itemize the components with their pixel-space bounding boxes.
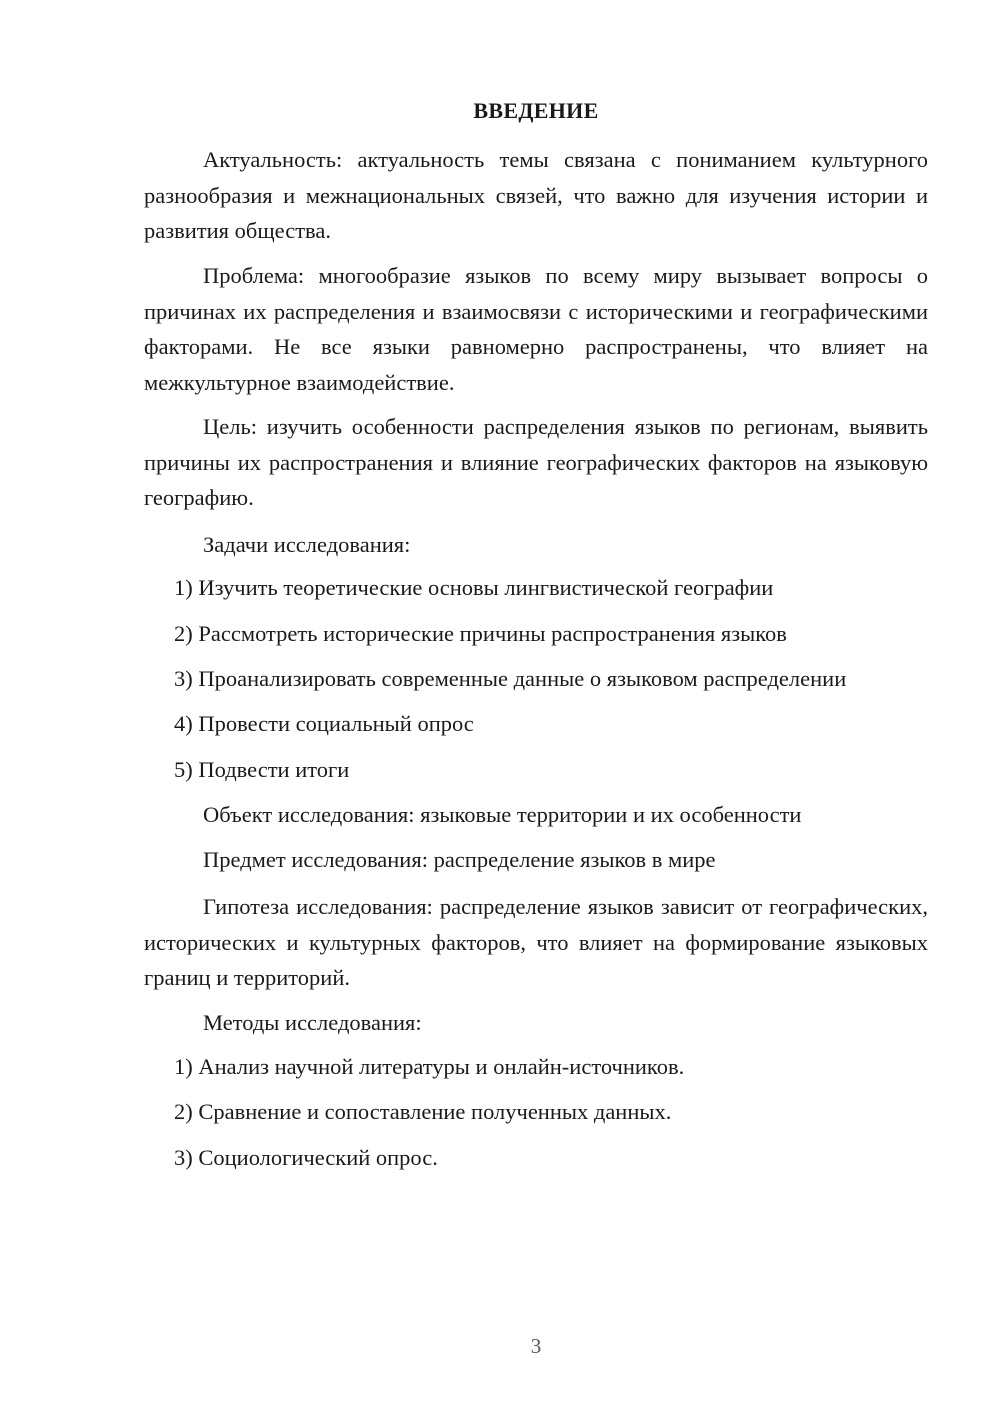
task-item: 5) Подвести итоги <box>174 757 350 782</box>
page-title: ВВЕДЕНИЕ <box>473 98 599 123</box>
problem-paragraph: Проблема: многообразие языков по всему миру вызывает вопросы о причинах их распределения и взаимосвязи с историческими и географическими факторами. Не все языки равномерно распространены, что влияет на межкультурное взаимодействие. <box>144 263 928 395</box>
method-item: 1) Анализ научной литературы и онлайн-источников. <box>174 1054 685 1079</box>
goal-paragraph: Цель: изучить особенности распределения языков по регионам, выявить причины их распространения и влияние географических факторов на языковую географию. <box>144 414 928 510</box>
task-item: 1) Изучить теоретические основы лингвистической географии <box>174 575 774 600</box>
task-item: 2) Рассмотреть исторические причины распространения языков <box>174 621 787 646</box>
document-page <box>144 0 928 1414</box>
subject-paragraph: Предмет исследования: распределение языков в мире <box>203 847 716 872</box>
method-item: 2) Сравнение и сопоставление полученных данных. <box>174 1099 672 1124</box>
methods-label: Методы исследования: <box>203 1010 422 1035</box>
task-item: 3) Проанализировать современные данные о языковом распределении <box>174 666 847 691</box>
method-item: 3) Социологический опрос. <box>174 1145 438 1170</box>
object-paragraph: Объект исследования: языковые территории и их особенности <box>203 802 802 827</box>
hypothesis-paragraph: Гипотеза исследования: распределение языков зависит от географических, исторических и культурных факторов, что влияет на формирование языковых границ и территорий. <box>144 894 928 990</box>
page-number: 3 <box>530 1334 542 1358</box>
task-item: 4) Провести социальный опрос <box>174 711 474 736</box>
tasks-label: Задачи исследования: <box>203 532 411 557</box>
relevance-paragraph: Актуальность: актуальность темы связана с пониманием культурного разнообразия и межнациональных связей, что важно для изучения истории и развития общества. <box>144 147 928 243</box>
